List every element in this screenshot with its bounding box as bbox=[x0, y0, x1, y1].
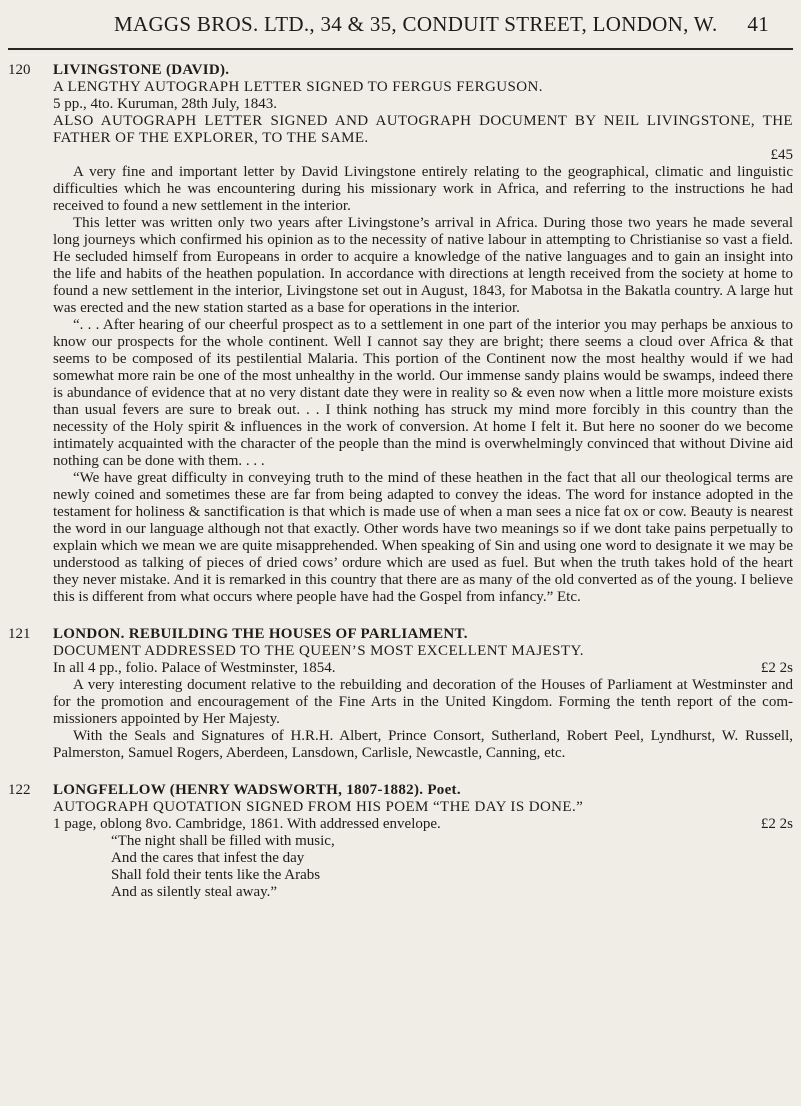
item-format: In all 4 pp., folio. Palace of Westminster, 1854. bbox=[53, 660, 336, 676]
entry-heading: LIVINGSTONE (DAVID). bbox=[53, 62, 230, 78]
format-price-row bbox=[53, 816, 793, 833]
item-format: 1 page, oblong 8vo. Cambridge, 1861. With addressed envelope. bbox=[53, 816, 441, 832]
item-price: £2 2s bbox=[760, 660, 793, 676]
catalogue-content bbox=[8, 62, 793, 901]
page-number: 41 bbox=[747, 12, 769, 36]
entry-122 bbox=[8, 782, 793, 901]
entry-number: 122 bbox=[8, 782, 31, 798]
verse-line: Shall fold their tents like the Arabs bbox=[111, 867, 321, 883]
item-title: AUTOGRAPH QUOTATION SIGNED FROM HIS POEM “THE DAY IS DONE.” bbox=[53, 799, 584, 815]
verse-line: “The night shall be filled with music, bbox=[111, 833, 335, 849]
description-paragraph: A very fine and important letter by David Livingstone entirely relating to the geographical, climatic and linguistic difficulties which he was encountering during his missionary work in Africa, and referring to the instructions he had received to found a new settlement in the interior. bbox=[53, 164, 793, 214]
format-price-row bbox=[53, 660, 793, 677]
item-title-secondary: ALSO AUTOGRAPH LETTER SIGNED AND AUTOGRAPH DOCUMENT BY NEIL LIVINGSTONE, THE FATHER OF THE EXPLORER, TO THE SAME. bbox=[53, 113, 793, 146]
entry-number: 121 bbox=[8, 626, 31, 642]
letter-quotation: “We have great difficulty in conveying truth to the mind of these heathen in the fact that all our theological terms are newly coined and sometimes these are far from being adapted to convey the ideas. The word for instance adopted in the testament for holiness & sanctification is that which is made use of when a man sees a nice fat ox or cow. Beauty is nearest the word in our language although not that exactly. Other words have two meanings so if we dont take pains perpetually to explain which we mean we are quite misapprehended. When speaking of Sin and using one word to designate it we may be understood as talking of pieces of dried cows’ ordure which are used as fuel. But when the truth takes hold of the heart they never mistake. And it is remarked in this country that there are as many of the old converted as of the young. I believe this is different from what occurs where people have had the Gospel from infancy.” Etc. bbox=[53, 470, 793, 605]
poem-quotation bbox=[111, 833, 793, 901]
entry-number: 120 bbox=[8, 62, 31, 78]
header-rule bbox=[8, 48, 793, 50]
item-price: £2 2s bbox=[760, 816, 793, 832]
letter-quotation: “. . . After hearing of our cheerful prospect as to a settlement in one part of the interior you may perhaps be anxious to know our prospects for the whole continent. Well I cannot say they are bright; there seems a cloud over Africa & that seems to be composed of its pestilential Malaria. This portion of the Continent now the most healthy would if we had somewhat more rain be one of the most unhealthy in the world. Our immense sandy plains would be swamps, indeed there is abundance of evidence that at no very distant date they were in reality so & even now when a little more moisture exists than usual fevers are sure to break out. . . I think nothing has struck my mind more forcibly in this country than the necessity of the Holy spirit & influences in the work of conversion. At home I felt it. But here no sooner do we become intimately acquainted with the character of the people than the mind is overwhelmingly convinced that without Divine aid nothing can be done with them. . . . bbox=[53, 317, 793, 469]
entry-120 bbox=[8, 62, 793, 606]
entry-heading: LONDON. REBUILDING THE HOUSES OF PARLIAMENT. bbox=[53, 626, 468, 642]
running-head-title: MAGGS BROS. LTD., 34 & 35, CONDUIT STREET, LONDON, W. bbox=[114, 12, 718, 36]
item-title: DOCUMENT ADDRESSED TO THE QUEEN’S MOST EXCELLENT MAJESTY. bbox=[53, 643, 584, 659]
verse-line: And as silently steal away.” bbox=[111, 884, 278, 900]
description-paragraph: A very interesting document relative to the rebuilding and decoration of the Houses of Parliament at Westminster and for the promotion and encouragement of the Fine Arts in the United Kingdom. Forming the tenth report of the com-missioners appointed by Her Majesty. bbox=[53, 677, 793, 727]
running-head bbox=[8, 12, 793, 42]
item-format: 5 pp., 4to. Kuruman, 28th July, 1843. bbox=[53, 96, 278, 112]
item-title: A LENGTHY AUTOGRAPH LETTER SIGNED TO FERGUS FERGUSON. bbox=[53, 79, 543, 95]
description-paragraph: This letter was written only two years after Livingstone’s arrival in Africa. During those two years he made several long journeys which confirmed his opinion as to the necessity of native labour in attempting to Christianise so vast a field. He secluded himself from Europeans in order to acquire a knowledge of the native languages and to gain an insight into the life and habits of the heathen population. In accordance with directions at length received from the society at home to found a new settlement in the interior, Livingstone set out in August, 1843, for Mabotsa in the Bakatla country. A large hut was erected and the new station started as a base for operations in the interior. bbox=[53, 215, 793, 316]
item-price: £45 bbox=[770, 147, 793, 163]
description-paragraph: With the Seals and Signatures of H.R.H. Albert, Prince Consort, Sutherland, Robert Peel, Lyndhurst, W. Russell, Palmerston, Samuel Rogers, Aberdeen, Lansdown, Carlisle, Newcastle, Canning, etc. bbox=[53, 728, 793, 761]
entry-heading: LONGFELLOW (HENRY WADSWORTH, 1807-1882). Poet. bbox=[53, 782, 461, 798]
verse-line: And the cares that infest the day bbox=[111, 850, 305, 866]
entry-121 bbox=[8, 626, 793, 762]
